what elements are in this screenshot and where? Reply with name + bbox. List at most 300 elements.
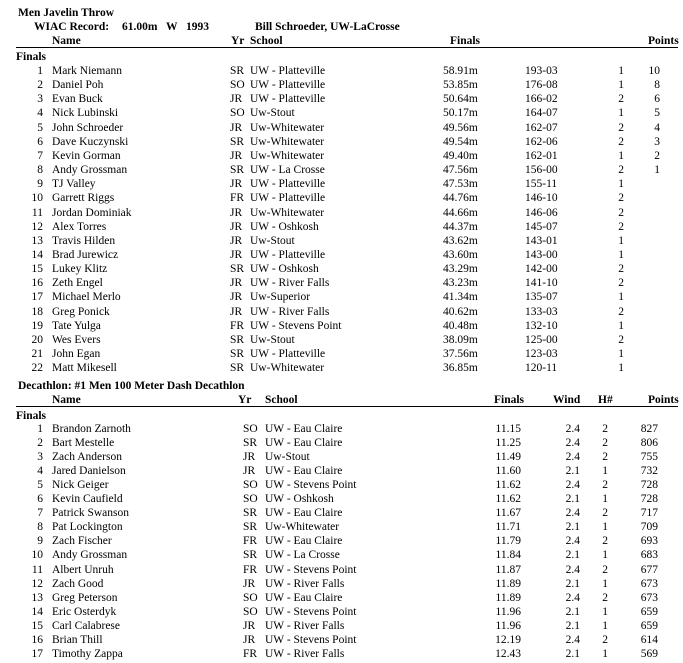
athlete-name: Tate Yulga bbox=[52, 319, 101, 332]
heat: 2 bbox=[602, 451, 608, 464]
col-header-school: School bbox=[265, 394, 298, 406]
time: 11.79 bbox=[495, 535, 521, 548]
athlete-name: Eric Osterdyk bbox=[52, 605, 117, 618]
place: 12 bbox=[31, 577, 43, 590]
school: UW - Stevens Point bbox=[250, 319, 342, 332]
mark-imperial: 155-11 bbox=[525, 178, 558, 191]
athlete-name: Timothy Zappa bbox=[52, 647, 123, 660]
athlete-name: Brian Thill bbox=[52, 633, 103, 646]
table-row bbox=[0, 290, 683, 304]
time: 11.71 bbox=[495, 521, 521, 534]
mark-metric: 49.56m bbox=[443, 121, 478, 134]
year: SR bbox=[243, 521, 258, 534]
record-mark: 61.00m bbox=[122, 21, 158, 33]
points: 659 bbox=[640, 619, 658, 632]
school: UW - Eau Claire bbox=[265, 591, 343, 604]
wind: 2.4 bbox=[565, 591, 580, 604]
athlete-name: Evan Buck bbox=[52, 93, 103, 106]
place: 1 bbox=[37, 423, 43, 435]
flight: 2 bbox=[618, 305, 624, 318]
place: 14 bbox=[31, 605, 43, 618]
place: 8 bbox=[37, 164, 43, 177]
athlete-name: Greg Peterson bbox=[52, 591, 118, 604]
athlete-name: Bart Mestelle bbox=[52, 437, 115, 450]
points: 2 bbox=[654, 149, 660, 162]
heat: 2 bbox=[602, 633, 608, 646]
heat: 1 bbox=[602, 619, 608, 632]
place: 10 bbox=[31, 549, 43, 562]
school: UW - Eau Claire bbox=[265, 465, 343, 478]
col-header-school: School bbox=[250, 35, 283, 47]
wind: 2.1 bbox=[565, 619, 580, 632]
mark-metric: 44.76m bbox=[443, 192, 478, 205]
time: 11.67 bbox=[495, 507, 521, 520]
flight: 2 bbox=[618, 121, 624, 134]
table-row bbox=[0, 361, 683, 375]
place: 10 bbox=[31, 192, 43, 205]
place: 9 bbox=[37, 178, 43, 191]
year: SR bbox=[230, 348, 245, 360]
table-row bbox=[0, 234, 683, 248]
time: 11.96 bbox=[495, 605, 521, 618]
points: 10 bbox=[648, 65, 660, 77]
year: JR bbox=[230, 234, 243, 247]
year: JR bbox=[230, 291, 243, 304]
wind: 2.1 bbox=[565, 605, 580, 618]
place: 20 bbox=[31, 333, 43, 346]
mark-metric: 49.54m bbox=[443, 135, 478, 148]
table-row bbox=[0, 534, 683, 548]
points: 693 bbox=[640, 535, 658, 548]
year: JR bbox=[230, 277, 243, 290]
javelin-title: Men Javelin Throw bbox=[18, 7, 115, 19]
place: 2 bbox=[37, 437, 43, 450]
wind: 2.1 bbox=[565, 521, 580, 534]
place: 15 bbox=[31, 263, 43, 276]
flight: 2 bbox=[618, 164, 624, 177]
mark-metric: 40.48m bbox=[443, 319, 478, 332]
athlete-name: Zeth Engel bbox=[52, 277, 103, 290]
place: 7 bbox=[37, 149, 43, 162]
place: 21 bbox=[31, 348, 43, 360]
table-row bbox=[0, 262, 683, 276]
athlete-name: Brandon Zarnoth bbox=[52, 423, 131, 435]
points: 569 bbox=[640, 647, 658, 660]
place: 13 bbox=[31, 591, 43, 604]
points: 728 bbox=[640, 493, 658, 506]
table-row bbox=[0, 92, 683, 106]
athlete-name: Nick Geiger bbox=[52, 479, 109, 492]
place: 17 bbox=[31, 291, 43, 304]
table-row bbox=[0, 506, 683, 520]
athlete-name: Wes Evers bbox=[52, 333, 101, 346]
place: 9 bbox=[37, 535, 43, 548]
athlete-name: Garrett Riggs bbox=[52, 192, 115, 205]
athlete-name: John Schroeder bbox=[52, 121, 124, 134]
mark-metric: 53.85m bbox=[443, 79, 478, 92]
header-rule bbox=[16, 47, 678, 48]
year: JR bbox=[243, 465, 256, 478]
time: 11.62 bbox=[495, 479, 521, 492]
place: 1 bbox=[37, 65, 43, 77]
place: 14 bbox=[31, 248, 43, 261]
points: 673 bbox=[640, 577, 658, 590]
mark-imperial: 164-07 bbox=[525, 107, 558, 120]
school: UW - Oshkosh bbox=[250, 220, 319, 233]
place: 8 bbox=[37, 521, 43, 534]
school: UW - Stevens Point bbox=[265, 633, 357, 646]
athlete-name: Kevin Caufield bbox=[52, 493, 123, 506]
school: UW - Stevens Point bbox=[265, 563, 357, 576]
place: 15 bbox=[31, 619, 43, 632]
flight: 1 bbox=[618, 79, 624, 92]
time: 11.89 bbox=[495, 591, 521, 604]
mark-imperial: 123-03 bbox=[525, 348, 558, 360]
table-row bbox=[0, 276, 683, 290]
points: 4 bbox=[654, 121, 660, 134]
flight: 2 bbox=[618, 135, 624, 148]
table-row bbox=[0, 450, 683, 464]
mark-metric: 40.62m bbox=[443, 305, 478, 318]
year: JR bbox=[230, 93, 243, 106]
mark-imperial: 135-07 bbox=[525, 291, 558, 304]
wind: 2.4 bbox=[565, 535, 580, 548]
athlete-name: Jared Danielson bbox=[52, 465, 126, 478]
wind: 2.4 bbox=[565, 633, 580, 646]
school: UW - River Falls bbox=[265, 577, 345, 590]
mark-metric: 58.91m bbox=[443, 65, 478, 77]
time: 11.89 bbox=[495, 577, 521, 590]
place: 3 bbox=[37, 451, 43, 464]
athlete-name: Andy Grossman bbox=[52, 164, 128, 177]
table-row bbox=[0, 206, 683, 220]
school: UW - River Falls bbox=[250, 277, 330, 290]
mark-imperial: 143-00 bbox=[525, 248, 558, 261]
athlete-name: Pat Lockington bbox=[52, 521, 123, 534]
place: 13 bbox=[31, 234, 43, 247]
place: 18 bbox=[31, 305, 43, 318]
school: UW - Eau Claire bbox=[265, 423, 343, 435]
year: JR bbox=[230, 178, 243, 191]
heat: 2 bbox=[602, 563, 608, 576]
place: 17 bbox=[31, 647, 43, 660]
record-label: WIAC Record: bbox=[34, 21, 110, 33]
table-row bbox=[0, 319, 683, 333]
points: 677 bbox=[640, 563, 658, 576]
mark-imperial: 145-07 bbox=[525, 220, 558, 233]
place: 19 bbox=[31, 319, 43, 332]
points: 709 bbox=[640, 521, 658, 534]
heat: 1 bbox=[602, 521, 608, 534]
flight: 1 bbox=[618, 362, 624, 375]
place: 7 bbox=[37, 507, 43, 520]
year: JR bbox=[230, 220, 243, 233]
athlete-name: Brad Jurewicz bbox=[52, 248, 119, 261]
school: Uw-Whitewater bbox=[265, 521, 340, 534]
col-header-wind: Wind bbox=[553, 394, 581, 406]
place: 4 bbox=[37, 107, 43, 120]
table-row bbox=[0, 149, 683, 163]
year: JR bbox=[230, 305, 243, 318]
time: 12.19 bbox=[495, 633, 521, 646]
school: UW - Stevens Point bbox=[265, 479, 357, 492]
mark-metric: 50.64m bbox=[443, 93, 478, 106]
table-row bbox=[0, 121, 683, 135]
mark-imperial: 176-08 bbox=[525, 79, 558, 92]
col-header-heat: H# bbox=[598, 394, 613, 406]
flight: 1 bbox=[618, 65, 624, 77]
place: 6 bbox=[37, 135, 43, 148]
school: UW - Oshkosh bbox=[265, 493, 334, 506]
time: 12.43 bbox=[495, 647, 521, 660]
wind: 2.1 bbox=[565, 465, 580, 478]
year: SR bbox=[243, 549, 258, 562]
school: UW - River Falls bbox=[265, 647, 345, 660]
flight: 2 bbox=[618, 192, 624, 205]
mark-metric: 41.34m bbox=[443, 291, 478, 304]
place: 2 bbox=[37, 79, 43, 92]
table-row bbox=[0, 520, 683, 534]
year: SR bbox=[243, 507, 258, 520]
points: 6 bbox=[654, 93, 660, 106]
year: FR bbox=[230, 192, 245, 205]
place: 5 bbox=[37, 479, 43, 492]
year: SR bbox=[230, 65, 245, 77]
col-header-yr: Yr bbox=[238, 394, 252, 406]
time: 11.15 bbox=[495, 423, 521, 435]
heat: 2 bbox=[602, 423, 608, 435]
flight: 1 bbox=[618, 178, 624, 191]
wind: 2.1 bbox=[565, 549, 580, 562]
table-row bbox=[0, 163, 683, 177]
heat: 1 bbox=[602, 647, 608, 660]
athlete-name: Jordan Dominiak bbox=[52, 206, 132, 219]
school: Uw-Whitewater bbox=[250, 149, 325, 162]
section-label: Finals bbox=[16, 410, 47, 422]
school: Uw-Stout bbox=[250, 107, 295, 120]
flight: 1 bbox=[618, 149, 624, 162]
school: UW - Platteville bbox=[250, 178, 326, 191]
athlete-name: Dave Kuczynski bbox=[52, 135, 129, 148]
place: 3 bbox=[37, 93, 43, 106]
athlete-name: John Egan bbox=[52, 348, 101, 360]
athlete-name: Alex Torres bbox=[52, 220, 107, 233]
time: 11.96 bbox=[495, 619, 521, 632]
year: JR bbox=[230, 149, 243, 162]
decathlon-title: Decathlon: #1 Men 100 Meter Dash Decathlon bbox=[18, 380, 245, 392]
points: 5 bbox=[654, 107, 660, 120]
table-row bbox=[0, 492, 683, 506]
athlete-name: Greg Ponick bbox=[52, 305, 110, 318]
mark-imperial: 141-10 bbox=[525, 277, 558, 290]
mark-imperial: 143-01 bbox=[525, 234, 558, 247]
athlete-name: Albert Unruh bbox=[52, 563, 114, 576]
heat: 2 bbox=[602, 591, 608, 604]
mark-metric: 49.40m bbox=[443, 149, 478, 162]
year: FR bbox=[230, 319, 245, 332]
points: 732 bbox=[640, 465, 658, 478]
athlete-name: Daniel Poh bbox=[52, 79, 104, 92]
year: FR bbox=[243, 563, 258, 576]
year: SO bbox=[243, 493, 258, 506]
table-row bbox=[0, 619, 683, 633]
year: SR bbox=[230, 333, 245, 346]
school: UW - La Crosse bbox=[265, 549, 340, 562]
col-header-name: Name bbox=[52, 35, 81, 47]
place: 16 bbox=[31, 633, 43, 646]
points: 827 bbox=[640, 423, 658, 435]
table-row bbox=[0, 548, 683, 562]
year: JR bbox=[243, 633, 256, 646]
athlete-name: Lukey Klitz bbox=[52, 263, 108, 276]
year: JR bbox=[230, 248, 243, 261]
athlete-name: Andy Grossman bbox=[52, 549, 128, 562]
points: 728 bbox=[640, 479, 658, 492]
mark-metric: 43.60m bbox=[443, 248, 478, 261]
school: Uw-Whitewater bbox=[250, 135, 325, 148]
flight: 1 bbox=[618, 248, 624, 261]
school: UW - Stevens Point bbox=[265, 605, 357, 618]
wind: 2.1 bbox=[565, 493, 580, 506]
points: 3 bbox=[654, 135, 660, 148]
place: 11 bbox=[31, 206, 43, 219]
col-header-finals: Finals bbox=[450, 35, 481, 47]
mark-metric: 47.53m bbox=[443, 178, 478, 191]
year: SR bbox=[230, 263, 245, 276]
heat: 1 bbox=[602, 605, 608, 618]
year: SR bbox=[243, 437, 258, 450]
time: 11.25 bbox=[495, 437, 521, 450]
mark-metric: 43.62m bbox=[443, 234, 478, 247]
col-header-name: Name bbox=[52, 394, 81, 406]
school: UW - River Falls bbox=[250, 305, 330, 318]
year: SO bbox=[243, 605, 258, 618]
mark-imperial: 162-07 bbox=[525, 121, 558, 134]
mark-imperial: 125-00 bbox=[525, 333, 558, 346]
year: JR bbox=[243, 577, 256, 590]
wind: 2.4 bbox=[565, 437, 580, 450]
mark-imperial: 120-11 bbox=[525, 362, 558, 375]
flight: 1 bbox=[618, 107, 624, 120]
table-row bbox=[0, 191, 683, 205]
mark-imperial: 166-02 bbox=[525, 93, 558, 106]
points: 755 bbox=[640, 451, 658, 464]
record-flag: W bbox=[166, 21, 178, 33]
points: 683 bbox=[640, 549, 658, 562]
points: 659 bbox=[640, 605, 658, 618]
school: UW - Eau Claire bbox=[265, 535, 343, 548]
heat: 1 bbox=[602, 577, 608, 590]
table-row bbox=[0, 305, 683, 319]
points: 717 bbox=[640, 507, 658, 520]
mark-metric: 50.17m bbox=[443, 107, 478, 120]
heat: 2 bbox=[602, 479, 608, 492]
wind: 2.4 bbox=[565, 563, 580, 576]
athlete-name: Zach Good bbox=[52, 577, 104, 590]
mark-imperial: 162-06 bbox=[525, 135, 558, 148]
athlete-name: Patrick Swanson bbox=[52, 507, 129, 520]
school: UW - Platteville bbox=[250, 192, 326, 205]
mark-imperial: 133-03 bbox=[525, 305, 558, 318]
flight: 1 bbox=[618, 348, 624, 360]
year: SO bbox=[230, 79, 245, 92]
table-row bbox=[0, 106, 683, 120]
table-row bbox=[0, 478, 683, 492]
flight: 2 bbox=[618, 220, 624, 233]
year: FR bbox=[243, 535, 258, 548]
flight: 1 bbox=[618, 319, 624, 332]
flight: 2 bbox=[618, 277, 624, 290]
table-row bbox=[0, 64, 683, 78]
flight: 2 bbox=[618, 93, 624, 106]
athlete-name: Travis Hilden bbox=[52, 234, 116, 247]
heat: 1 bbox=[602, 493, 608, 506]
record-holder: Bill Schroeder, UW-LaCrosse bbox=[255, 21, 400, 33]
table-row bbox=[0, 577, 683, 591]
mark-metric: 43.23m bbox=[443, 277, 478, 290]
school: Uw-Stout bbox=[250, 333, 295, 346]
time: 11.60 bbox=[495, 465, 521, 478]
school: UW - Eau Claire bbox=[265, 507, 343, 520]
points: 673 bbox=[640, 591, 658, 604]
points: 614 bbox=[640, 633, 658, 646]
place: 16 bbox=[31, 277, 43, 290]
school: UW - Platteville bbox=[250, 248, 326, 261]
mark-imperial: 156-00 bbox=[525, 164, 558, 177]
mark-metric: 44.37m bbox=[443, 220, 478, 233]
athlete-name: Zach Fischer bbox=[52, 535, 112, 548]
school: UW - La Crosse bbox=[250, 164, 325, 177]
year: FR bbox=[243, 647, 258, 660]
school: Uw-Whitewater bbox=[250, 362, 325, 375]
athlete-name: Matt Mikesell bbox=[52, 362, 117, 375]
school: Uw-Whitewater bbox=[250, 206, 325, 219]
school: UW - Platteville bbox=[250, 93, 326, 106]
athlete-name: Michael Merlo bbox=[52, 291, 121, 304]
mark-imperial: 193-03 bbox=[525, 65, 558, 77]
heat: 2 bbox=[602, 437, 608, 450]
place: 5 bbox=[37, 121, 43, 134]
flight: 1 bbox=[618, 291, 624, 304]
heat: 1 bbox=[602, 549, 608, 562]
school: Uw-Stout bbox=[265, 451, 310, 464]
place: 4 bbox=[37, 465, 43, 478]
table-row bbox=[0, 464, 683, 478]
table-row bbox=[0, 78, 683, 92]
table-row bbox=[0, 591, 683, 605]
time: 11.84 bbox=[495, 549, 521, 562]
flight: 2 bbox=[618, 206, 624, 219]
athlete-name: Mark Niemann bbox=[52, 65, 122, 77]
school: UW - River Falls bbox=[265, 619, 345, 632]
points: 806 bbox=[640, 437, 658, 450]
time: 11.49 bbox=[495, 451, 521, 464]
year: JR bbox=[243, 451, 256, 464]
table-row bbox=[0, 333, 683, 347]
heat: 1 bbox=[602, 465, 608, 478]
col-header-points: Points bbox=[648, 35, 679, 47]
col-header-finals: Finals bbox=[494, 394, 525, 406]
section-label: Finals bbox=[16, 51, 47, 63]
year: JR bbox=[243, 619, 256, 632]
flight: 1 bbox=[618, 234, 624, 247]
place: 22 bbox=[31, 362, 43, 375]
table-row bbox=[0, 633, 683, 647]
points: 8 bbox=[654, 79, 660, 92]
mark-metric: 36.85m bbox=[443, 362, 478, 375]
mark-imperial: 162-01 bbox=[525, 149, 558, 162]
athlete-name: Nick Lubinski bbox=[52, 107, 119, 120]
